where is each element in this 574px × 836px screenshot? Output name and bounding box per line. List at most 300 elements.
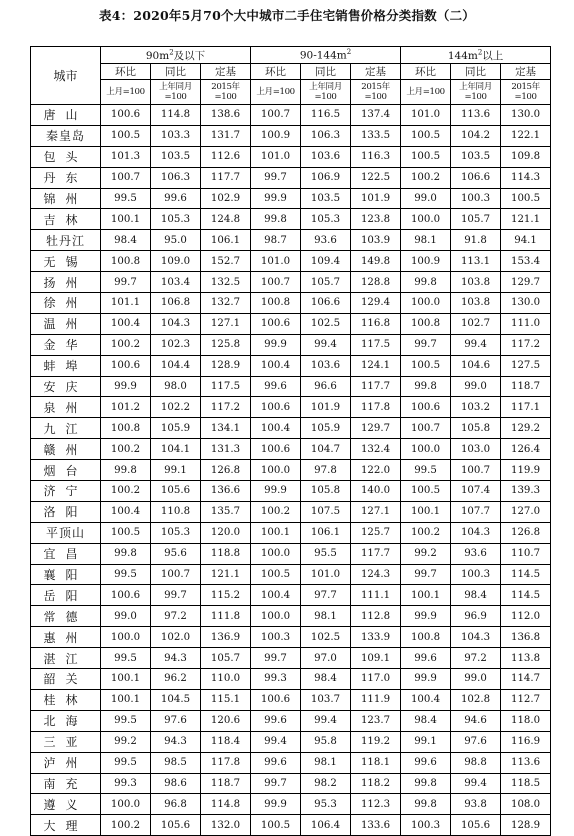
- index-value: 103.0: [451, 439, 501, 460]
- index-value: 100.8: [401, 313, 451, 334]
- index-value: 111.9: [351, 689, 401, 710]
- index-value: 109.4: [301, 251, 351, 272]
- index-value: 109.1: [351, 648, 401, 669]
- index-value: 98.0: [151, 376, 201, 397]
- index-value: 128.9: [501, 815, 551, 836]
- index-value: 98.1: [301, 752, 351, 773]
- index-value: 106.3: [301, 125, 351, 146]
- table-row: [31, 710, 551, 731]
- table-row: [31, 293, 551, 314]
- index-value: 95.0: [151, 230, 201, 251]
- index-value: 130.0: [501, 105, 551, 126]
- city-name: 北海: [31, 710, 101, 731]
- index-value: 101.9: [351, 188, 401, 209]
- city-name: 岳阳: [31, 585, 101, 606]
- table-row: [31, 689, 551, 710]
- index-value: 96.2: [151, 669, 201, 690]
- index-value: 100.4: [251, 355, 301, 376]
- index-value: 104.3: [151, 313, 201, 334]
- index-value: 129.7: [501, 272, 551, 293]
- index-value: 99.8: [401, 794, 451, 815]
- index-value: 97.8: [301, 460, 351, 481]
- index-value: 106.3: [151, 167, 201, 188]
- index-value: 114.7: [501, 669, 551, 690]
- index-value: 107.4: [451, 481, 501, 502]
- index-value: 128.8: [351, 272, 401, 293]
- table-row: [31, 815, 551, 836]
- index-value: 104.2: [451, 125, 501, 146]
- table-row: [31, 606, 551, 627]
- index-value: 100.3: [401, 815, 451, 836]
- index-value: 100.1: [401, 501, 451, 522]
- index-value: 124.8: [201, 209, 251, 230]
- index-value: 93.8: [451, 794, 501, 815]
- group-header-medium: $90-144m^2$: [251, 47, 401, 64]
- index-value: 125.7: [351, 522, 401, 543]
- index-value: 100.6: [251, 397, 301, 418]
- index-value: 100.0: [401, 439, 451, 460]
- index-value: 99.8: [101, 460, 151, 481]
- index-value: 100.5: [401, 146, 451, 167]
- table-row: [31, 251, 551, 272]
- index-value: 99.7: [251, 167, 301, 188]
- sub-header-2: 定基: [201, 64, 251, 80]
- index-value: 100.6: [401, 397, 451, 418]
- index-value: 99.4: [301, 710, 351, 731]
- index-value: 104.3: [451, 522, 501, 543]
- index-value: 96.9: [451, 606, 501, 627]
- index-value: 113.6: [501, 752, 551, 773]
- index-value: 121.1: [201, 564, 251, 585]
- index-value: 116.3: [351, 146, 401, 167]
- index-value: 94.6: [451, 710, 501, 731]
- index-value: 100.9: [251, 125, 301, 146]
- index-value: 99.9: [101, 376, 151, 397]
- index-value: 103.8: [451, 293, 501, 314]
- index-value: 100.6: [251, 689, 301, 710]
- index-value: 107.7: [451, 501, 501, 522]
- index-value: 106.1: [301, 522, 351, 543]
- index-value: 103.5: [301, 188, 351, 209]
- index-value: 100.8: [101, 251, 151, 272]
- index-value: 95.8: [301, 731, 351, 752]
- index-value: 100.7: [251, 105, 301, 126]
- index-value: 106.6: [451, 167, 501, 188]
- index-value: 111.0: [501, 313, 551, 334]
- index-value: 100.1: [251, 522, 301, 543]
- index-value: 106.8: [151, 293, 201, 314]
- index-value: 102.7: [451, 313, 501, 334]
- table-row: [31, 585, 551, 606]
- index-value: 100.6: [101, 585, 151, 606]
- index-value: 121.1: [501, 209, 551, 230]
- city-name: 扬州: [31, 272, 101, 293]
- index-value: 104.7: [301, 439, 351, 460]
- index-value: 100.6: [101, 355, 151, 376]
- index-value: 99.6: [401, 648, 451, 669]
- index-value: 98.4: [101, 230, 151, 251]
- index-value: 91.8: [451, 230, 501, 251]
- index-value: 132.4: [351, 439, 401, 460]
- index-value: 97.2: [451, 648, 501, 669]
- index-value: 102.5: [301, 313, 351, 334]
- index-value: 99.8: [401, 773, 451, 794]
- index-value: 99.9: [251, 794, 301, 815]
- table-row: [31, 418, 551, 439]
- index-value: 124.3: [351, 564, 401, 585]
- index-value: 103.6: [301, 146, 351, 167]
- index-value: 98.4: [451, 585, 501, 606]
- index-value: 99.4: [251, 731, 301, 752]
- index-value: 100.5: [101, 522, 151, 543]
- index-value: 124.1: [351, 355, 401, 376]
- index-value: 100.6: [251, 313, 301, 334]
- index-value: 112.7: [501, 689, 551, 710]
- index-value: 103.6: [301, 355, 351, 376]
- index-value: 127.5: [501, 355, 551, 376]
- city-name: 惠州: [31, 627, 101, 648]
- city-name: 赣州: [31, 439, 101, 460]
- index-value: 100.2: [101, 334, 151, 355]
- city-name: 安庆: [31, 376, 101, 397]
- index-value: 106.6: [301, 293, 351, 314]
- table-row: [31, 188, 551, 209]
- city-name: 锦州: [31, 188, 101, 209]
- index-value: 115.1: [201, 689, 251, 710]
- index-value: 100.8: [101, 418, 151, 439]
- index-value: 112.3: [351, 794, 401, 815]
- index-value: 100.6: [101, 105, 151, 126]
- index-value: 105.7: [201, 648, 251, 669]
- index-value: 100.5: [251, 815, 301, 836]
- index-value: 99.9: [401, 669, 451, 690]
- index-value: 104.3: [451, 627, 501, 648]
- index-value: 117.5: [201, 376, 251, 397]
- index-value: 100.4: [251, 418, 301, 439]
- index-value: 127.0: [501, 501, 551, 522]
- city-name: 唐山: [31, 105, 101, 126]
- table-row: [31, 272, 551, 293]
- table-row: [31, 773, 551, 794]
- city-name: 常德: [31, 606, 101, 627]
- index-value: 115.2: [201, 585, 251, 606]
- index-value: 102.2: [151, 397, 201, 418]
- index-value: 99.1: [401, 731, 451, 752]
- index-value: 116.9: [501, 731, 551, 752]
- sub-header-2: 定基: [351, 64, 401, 80]
- index-value: 100.0: [251, 606, 301, 627]
- table-row: [31, 313, 551, 334]
- index-value: 99.7: [251, 773, 301, 794]
- index-value: 114.5: [501, 564, 551, 585]
- index-value: 106.4: [301, 815, 351, 836]
- city-name: 泸州: [31, 752, 101, 773]
- city-name: 洛阳: [31, 501, 101, 522]
- table-row: [31, 752, 551, 773]
- index-value: 113.1: [451, 251, 501, 272]
- index-value: 100.2: [101, 439, 151, 460]
- index-value: 118.7: [501, 376, 551, 397]
- index-value: 122.1: [501, 125, 551, 146]
- index-value: 105.3: [151, 209, 201, 230]
- index-value: 105.9: [151, 418, 201, 439]
- index-value: 123.7: [351, 710, 401, 731]
- index-value: 100.7: [101, 167, 151, 188]
- index-value: 99.7: [401, 334, 451, 355]
- index-value: 138.6: [201, 105, 251, 126]
- index-value: 101.9: [301, 397, 351, 418]
- index-value: 100.5: [501, 188, 551, 209]
- city-name: 济宁: [31, 481, 101, 502]
- index-value: 99.5: [401, 460, 451, 481]
- index-value: 101.0: [251, 251, 301, 272]
- city-name: 包头: [31, 146, 101, 167]
- table-row: [31, 105, 551, 126]
- city-name: 宜昌: [31, 543, 101, 564]
- index-value: 131.3: [201, 439, 251, 460]
- index-value: 100.2: [101, 481, 151, 502]
- index-value: 98.8: [451, 752, 501, 773]
- base-header-2: 2015年=100: [201, 80, 251, 105]
- sub-header-1: 同比: [301, 64, 351, 80]
- index-value: 99.4: [451, 334, 501, 355]
- index-value: 104.6: [451, 355, 501, 376]
- index-value: 98.4: [301, 669, 351, 690]
- table-row: [31, 627, 551, 648]
- city-name: 蚌埠: [31, 355, 101, 376]
- index-value: 98.2: [301, 773, 351, 794]
- index-value: 125.8: [201, 334, 251, 355]
- index-value: 132.5: [201, 272, 251, 293]
- table-row: [31, 481, 551, 502]
- index-value: 100.5: [401, 481, 451, 502]
- sub-header-1: 同比: [451, 64, 501, 80]
- index-value: 128.9: [201, 355, 251, 376]
- index-value: 104.5: [151, 689, 201, 710]
- index-value: 123.8: [351, 209, 401, 230]
- sub-header-0: 环比: [401, 64, 451, 80]
- index-value: 137.4: [351, 105, 401, 126]
- index-value: 110.0: [201, 669, 251, 690]
- index-value: 107.5: [301, 501, 351, 522]
- table-title: 表4：2020年5月70个大中城市二手住宅销售价格分类指数（二）: [99, 8, 475, 23]
- index-value: 101.2: [101, 397, 151, 418]
- index-value: 95.5: [301, 543, 351, 564]
- city-name: 襄阳: [31, 564, 101, 585]
- index-value: 100.6: [251, 439, 301, 460]
- index-value: 102.5: [301, 627, 351, 648]
- index-value: 100.0: [251, 543, 301, 564]
- index-value: 101.3: [101, 146, 151, 167]
- index-value: 100.0: [251, 460, 301, 481]
- index-value: 102.9: [201, 188, 251, 209]
- index-value: 129.4: [351, 293, 401, 314]
- index-value: 114.5: [501, 585, 551, 606]
- index-value: 99.5: [101, 564, 151, 585]
- index-value: 105.7: [301, 272, 351, 293]
- index-value: 122.5: [351, 167, 401, 188]
- index-value: 101.0: [301, 564, 351, 585]
- table-row: [31, 501, 551, 522]
- sub-header-0: 环比: [251, 64, 301, 80]
- index-value: 117.2: [201, 397, 251, 418]
- index-value: 100.9: [401, 251, 451, 272]
- index-value: 100.1: [101, 669, 151, 690]
- index-value: 117.0: [351, 669, 401, 690]
- index-value: 126.4: [501, 439, 551, 460]
- index-value: 98.6: [151, 773, 201, 794]
- index-value: 117.8: [351, 397, 401, 418]
- index-value: 97.6: [151, 710, 201, 731]
- city-name: 遵义: [31, 794, 101, 815]
- index-value: 122.0: [351, 460, 401, 481]
- city-name: 平顶山: [31, 522, 101, 543]
- index-value: 93.6: [451, 543, 501, 564]
- index-value: 98.5: [151, 752, 201, 773]
- index-value: 97.2: [151, 606, 201, 627]
- index-value: 111.8: [201, 606, 251, 627]
- base-header-0: 上月=100: [251, 80, 301, 105]
- index-value: 100.3: [451, 564, 501, 585]
- city-name: 无锡: [31, 251, 101, 272]
- index-value: 97.0: [301, 648, 351, 669]
- index-value: 126.8: [501, 522, 551, 543]
- index-value: 100.0: [401, 209, 451, 230]
- index-value: 103.2: [451, 397, 501, 418]
- group-header-small: $90m^2$及以下: [101, 47, 251, 64]
- index-value: 93.6: [301, 230, 351, 251]
- index-value: 105.6: [151, 481, 201, 502]
- index-value: 118.2: [351, 773, 401, 794]
- index-value: 99.9: [251, 334, 301, 355]
- index-value: 109.0: [151, 251, 201, 272]
- table-row: [31, 522, 551, 543]
- index-value: 100.7: [401, 418, 451, 439]
- index-value: 103.8: [451, 272, 501, 293]
- index-value: 103.7: [301, 689, 351, 710]
- index-value: 99.0: [401, 188, 451, 209]
- index-value: 129.7: [351, 418, 401, 439]
- index-value: 99.0: [101, 606, 151, 627]
- index-value: 100.2: [401, 167, 451, 188]
- index-value: 105.7: [451, 209, 501, 230]
- table-row: [31, 146, 551, 167]
- index-value: 95.6: [151, 543, 201, 564]
- index-value: 112.0: [501, 606, 551, 627]
- city-name: 桂林: [31, 689, 101, 710]
- index-value: 108.0: [501, 794, 551, 815]
- index-value: 113.6: [451, 105, 501, 126]
- index-value: 99.8: [251, 209, 301, 230]
- index-value: 98.1: [301, 606, 351, 627]
- index-value: 117.7: [351, 376, 401, 397]
- index-value: 136.8: [501, 627, 551, 648]
- index-value: 117.8: [201, 752, 251, 773]
- index-value: 117.7: [351, 543, 401, 564]
- index-value: 94.3: [151, 648, 201, 669]
- index-value: 99.5: [101, 648, 151, 669]
- index-value: 100.7: [251, 272, 301, 293]
- index-value: 99.5: [101, 188, 151, 209]
- index-value: 118.0: [501, 710, 551, 731]
- index-value: 118.7: [201, 773, 251, 794]
- index-value: 96.8: [151, 794, 201, 815]
- index-value: 105.9: [301, 418, 351, 439]
- index-value: 118.1: [351, 752, 401, 773]
- index-value: 118.8: [201, 543, 251, 564]
- index-value: 105.3: [151, 522, 201, 543]
- index-value: 140.0: [351, 481, 401, 502]
- index-value: 100.5: [401, 125, 451, 146]
- city-name: 烟台: [31, 460, 101, 481]
- index-value: 133.9: [351, 627, 401, 648]
- index-value: 99.9: [251, 481, 301, 502]
- index-value: 99.8: [101, 543, 151, 564]
- index-value: 101.0: [251, 146, 301, 167]
- index-value: 105.6: [451, 815, 501, 836]
- base-header-2: 2015年=100: [351, 80, 401, 105]
- index-value: 133.6: [351, 815, 401, 836]
- index-value: 120.0: [201, 522, 251, 543]
- table-row: [31, 125, 551, 146]
- index-value: 99.0: [451, 376, 501, 397]
- index-value: 99.4: [451, 773, 501, 794]
- index-value: 110.7: [501, 543, 551, 564]
- index-value: 99.0: [451, 669, 501, 690]
- index-value: 99.2: [101, 731, 151, 752]
- city-name: 大理: [31, 815, 101, 836]
- index-value: 100.7: [451, 460, 501, 481]
- group-header-large: $144m^2$以上: [401, 47, 551, 64]
- index-value: 103.5: [151, 146, 201, 167]
- index-value: 116.5: [301, 105, 351, 126]
- index-value: 99.6: [251, 752, 301, 773]
- index-value: 96.6: [301, 376, 351, 397]
- city-name: 金华: [31, 334, 101, 355]
- index-value: 99.6: [251, 710, 301, 731]
- index-value: 119.2: [351, 731, 401, 752]
- index-value: 99.4: [301, 334, 351, 355]
- index-value: 100.7: [151, 564, 201, 585]
- index-value: 100.0: [401, 293, 451, 314]
- index-value: 103.9: [351, 230, 401, 251]
- index-value: 106.9: [301, 167, 351, 188]
- index-value: 153.4: [501, 251, 551, 272]
- index-value: 99.6: [151, 188, 201, 209]
- index-value: 130.0: [501, 293, 551, 314]
- index-value: 114.8: [151, 105, 201, 126]
- index-value: 117.7: [201, 167, 251, 188]
- index-value: 98.1: [401, 230, 451, 251]
- index-value: 105.3: [301, 209, 351, 230]
- table-row: [31, 230, 551, 251]
- table-row: [31, 439, 551, 460]
- index-value: 100.3: [451, 188, 501, 209]
- index-value: 99.8: [401, 272, 451, 293]
- index-value: 100.8: [251, 293, 301, 314]
- index-value: 99.2: [401, 543, 451, 564]
- index-value: 136.6: [201, 481, 251, 502]
- index-value: 100.3: [251, 627, 301, 648]
- table-row: [31, 376, 551, 397]
- index-value: 100.4: [101, 501, 151, 522]
- index-value: 112.8: [351, 606, 401, 627]
- base-header-1: 上年同月=100: [301, 80, 351, 105]
- index-value: 135.7: [201, 501, 251, 522]
- sub-header-2: 定基: [501, 64, 551, 80]
- city-name: 牡丹江: [31, 230, 101, 251]
- index-value: 95.3: [301, 794, 351, 815]
